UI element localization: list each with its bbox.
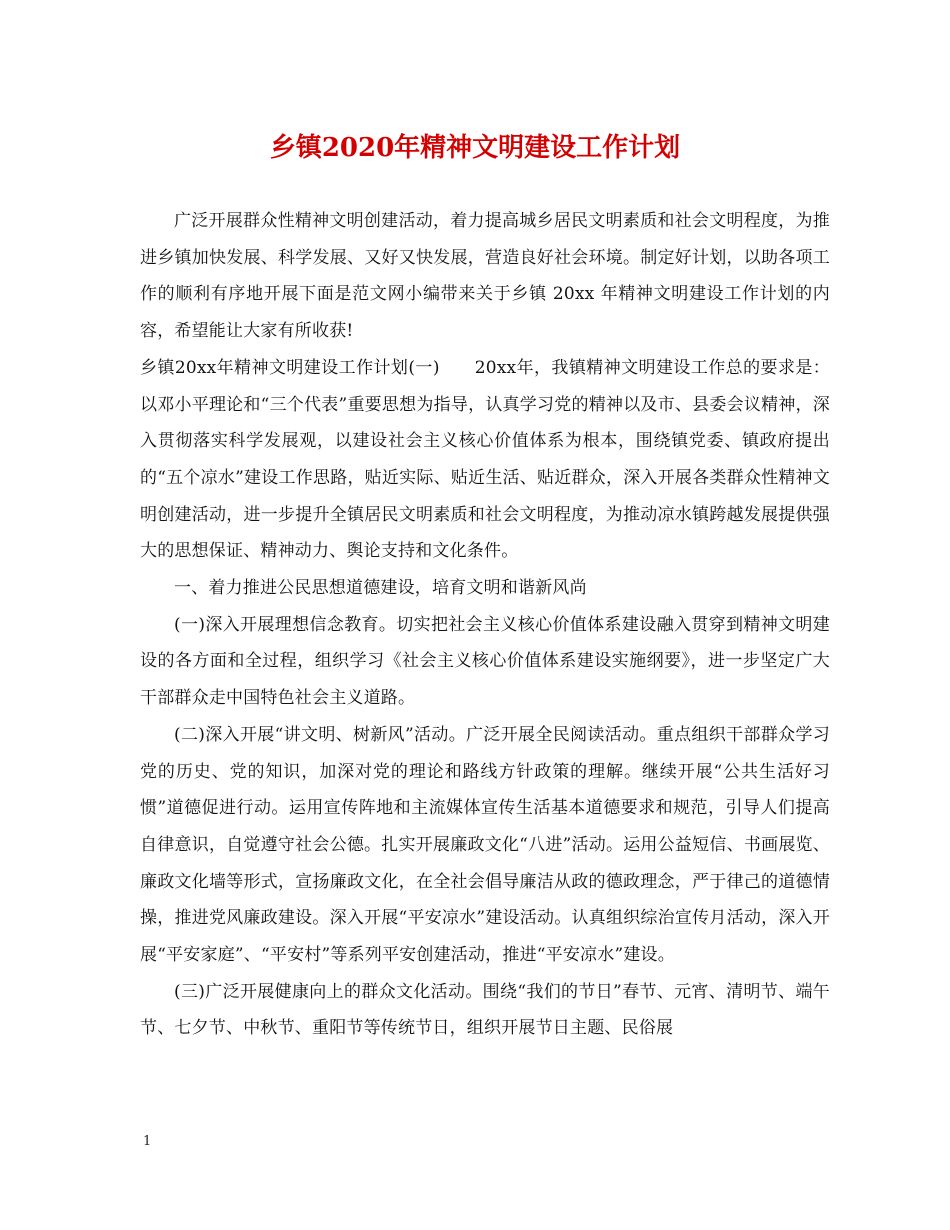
page-number: 1: [143, 1134, 152, 1149]
section-item-3: (三)广泛开展健康向上的群众文化活动。围绕“我们的节日”春节、元宵、清明节、端午节、七夕节、中秋节、重阳节等传统节日，组织开展节日主题、民俗展: [140, 981, 830, 1039]
plan-one-paragraph: 乡镇20xx年精神文明建设工作计划(一) 20xx年，我镇精神文明建设工作总的要求是：以邓小平理论和“三个代表”重要思想为指导，认真学习党的精神以及市、县委会议精神，深入贯彻落实科学发展观，以建设社会主义核心价值体系为根本，围绕镇党委、镇政府提出的“五个凉水”建设工作思路，贴近实际、贴近生活、贴近群众，深入开展各类群众性精神文明创建活动，进一步提升全镇居民文明素质和社会文明程度，为推动凉水镇跨越发展提供强大的思想保证、精神动力、舆论支持和文化条件。: [140, 357, 830, 562]
section-item-1: (一)深入开展理想信念教育。切实把社会主义核心价值体系建设融入贯穿到精神文明建设的各方面和全过程，组织学习《社会主义核心价值体系建设实施纲要》，进一步坚定广大干部群众走中国特色社会主义道路。: [140, 614, 830, 709]
document-body: [140, 203, 830, 1047]
section-heading: 一、着力推进公民思想道德建设，培育文明和谐新风尚: [174, 578, 587, 599]
document-title: 乡镇2020年精神文明建设工作计划: [269, 133, 681, 163]
section-item-2: (二)深入开展“讲文明、树新风”活动。广泛开展全民阅读活动。重点组织干部群众学习党的历史、党的知识，加深对党的理论和路线方针政策的理解。继续开展“公共生活好习惯”道德促进行动。运用宣传阵地和主流媒体宣传生活基本道德要求和规范，引导人们提高自律意识，自觉遵守社会公德。扎实开展廉政文化“八进”活动。运用公益短信、书画展览、廉政文化墙等形式，宣扬廉政文化，在全社会倡导廉洁从政的德政理念，严于律己的道德情操，推进党风廉政建设。深入开展“平安凉水”建设活动。认真组织综治宣传月活动，深入开展“平安家庭”、“平安村”等系列平安创建活动，推进“平安凉水”建设。: [140, 724, 830, 966]
intro-paragraph: 广泛开展群众性精神文明创建活动，着力提高城乡居民文明素质和社会文明程度，为推进乡镇加快发展、科学发展、又好又快发展，营造良好社会环境。制定好计划，以助各项工作的顺利有序地开展下面是范文网小编带来关于乡镇 20xx 年精神文明建设工作计划的内容，希望能让大家有所收获!: [140, 211, 830, 342]
